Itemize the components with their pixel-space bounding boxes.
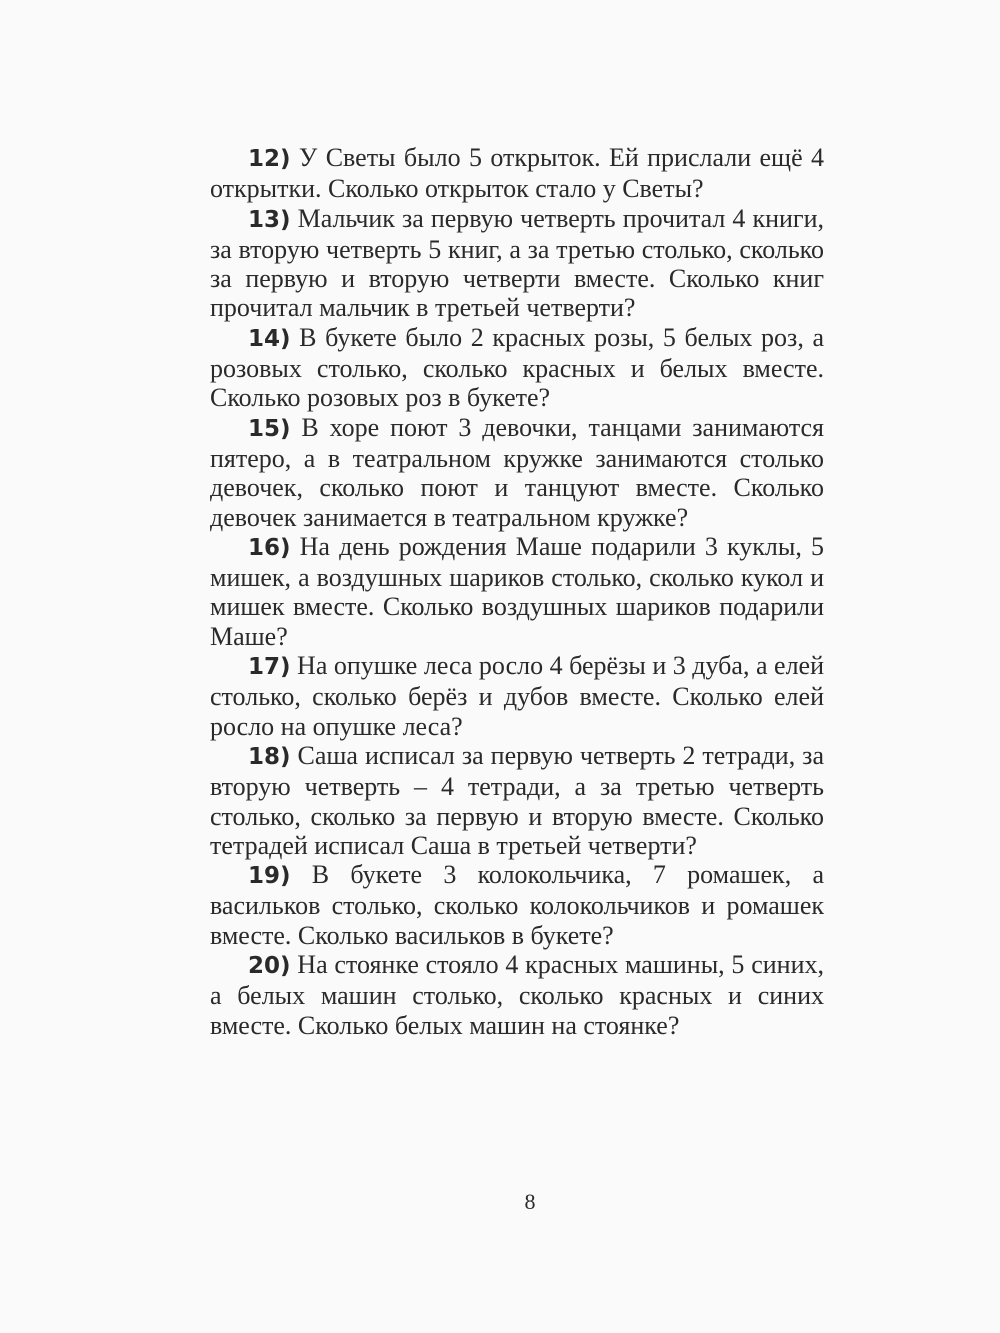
problem-number: 16)	[248, 534, 291, 561]
problem-15	[210, 413, 824, 532]
problem-number: 13)	[248, 206, 291, 233]
problem-16	[210, 532, 824, 651]
problem-text: Саша исписал за первую четверть 2 тетради, за вторую четверть – 4 тетради, а за третью четверть столько, сколько за первую и вторую вместе. Сколько тетрадей исписал Саша в третьей четверти?	[210, 740, 824, 860]
problem-12	[210, 143, 824, 204]
problem-text: В букете было 2 красных розы, 5 белых роз, а розовых столько, сколько красных и белых вместе. Сколько розовых роз в букете?	[210, 322, 824, 413]
problem-number: 17)	[248, 654, 291, 681]
problem-text: В хоре поют 3 девочки, танцами занимаются пятеро, а в театральном кружке занимаются столько девочек, сколько поют и танцуют вместе. Сколько девочек занимается в театральном кружке?	[210, 412, 824, 532]
problem-number: 18)	[248, 743, 291, 770]
problem-19	[210, 860, 824, 950]
problem-14	[210, 323, 824, 413]
problem-number: 12)	[248, 146, 291, 172]
problem-20	[210, 950, 824, 1040]
problem-number: 14)	[248, 325, 291, 352]
problem-number: 19)	[248, 863, 291, 890]
problem-text: На стоянке стояло 4 красных машины, 5 синих, а белых машин столько, сколько красных и синих вместе. Сколько белых машин на стоянке?	[210, 950, 824, 1040]
page-number: 8	[524, 1189, 536, 1214]
problem-18	[210, 741, 824, 860]
problem-text: В букете 3 колокольчика, 7 ромашек, а васильков столько, сколько колокольчиков и ромашек вместе. Сколько васильков в букете?	[210, 860, 824, 950]
problem-text: У Светы было 5 открыток. Ей прислали ещё 4 открытки. Сколько открыток стало у Светы?	[210, 143, 824, 204]
problem-13	[210, 204, 824, 323]
problem-text: На опушке леса росло 4 берёзы и 3 дуба, а елей столько, сколько берёз и дубов вместе. Сколько елей росло на опушке леса?	[210, 651, 824, 741]
problem-text: Мальчик за первую четверть прочитал 4 книги, за вторую четверть 5 книг, а за третью столько, сколько за первую и вторую четверти вместе. Сколько книг прочитал мальчик в третьей четверти?	[210, 203, 824, 323]
problem-17	[210, 651, 824, 741]
problem-list	[210, 143, 824, 1040]
problem-text: На день рождения Маше подарили 3 куклы, 5 мишек, а воздушных шариков столько, сколько кукол и мишек вместе. Сколько воздушных шариков подарили Маше?	[210, 531, 824, 651]
problem-number: 15)	[248, 415, 291, 442]
problem-number: 20)	[248, 953, 291, 980]
